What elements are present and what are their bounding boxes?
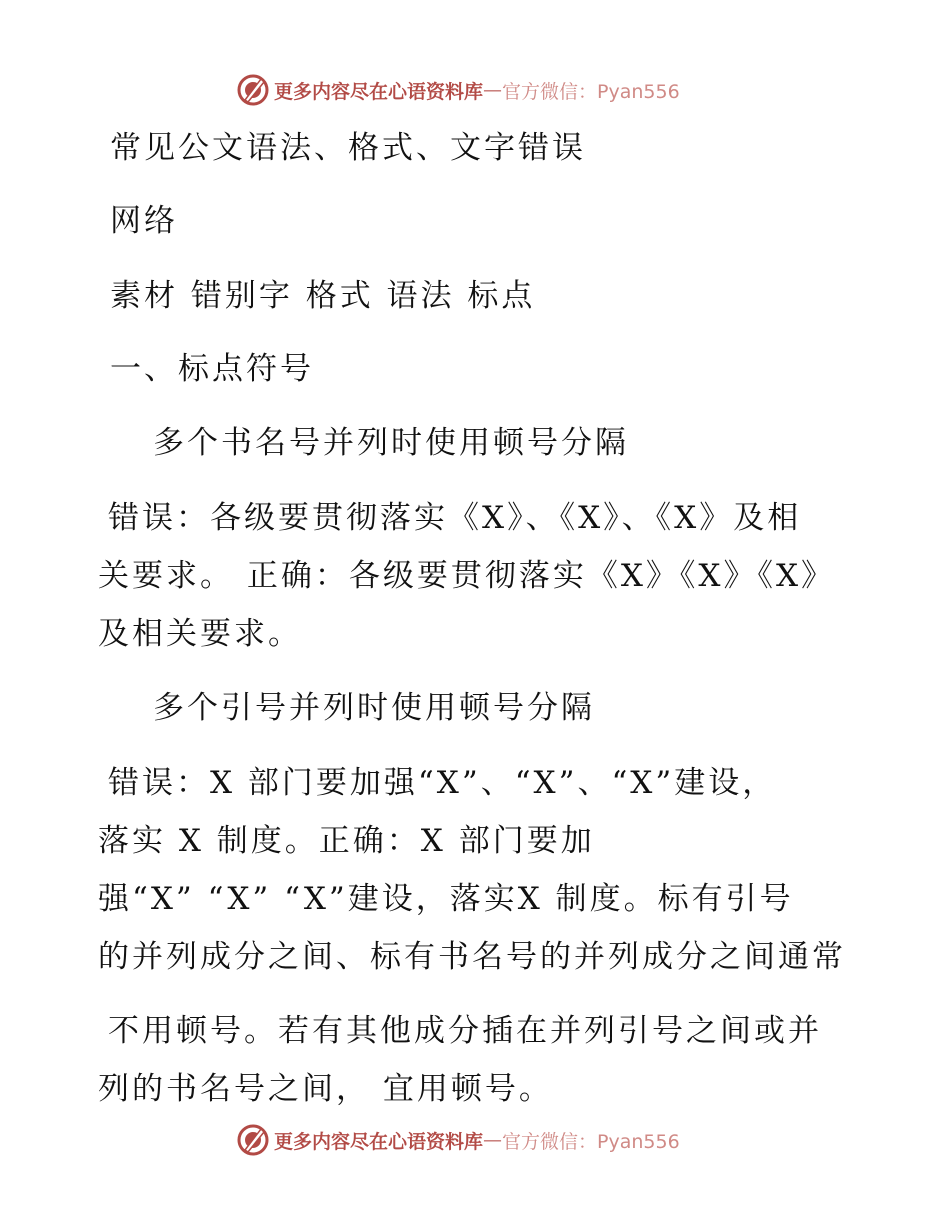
section-heading: 一、标点符号 bbox=[110, 351, 314, 387]
paragraph-line: 及相关要求。 bbox=[98, 616, 302, 652]
paragraph-line: 错误：X 部门要加强“X”、“X”、“X”建设， bbox=[108, 765, 777, 801]
paragraph-line: 的并列成分之间、标有书名号的并列成分之间通常 bbox=[98, 939, 846, 975]
watermark-account: 官方微信：Pyan556 bbox=[502, 1130, 680, 1153]
paragraph-line: 关要求。 正确：各级要贯彻落实《X》《X》《X》 bbox=[98, 558, 836, 594]
watermark-banner-top bbox=[236, 73, 680, 107]
document-source: 网络 bbox=[110, 203, 178, 239]
paragraph-line: 不用顿号。若有其他成分插在并列引号之间或并 bbox=[108, 1013, 822, 1049]
document-title: 常见公文语法、格式、文字错误 bbox=[110, 130, 586, 166]
watermark-banner-bottom bbox=[236, 1123, 680, 1157]
watermark-dash: — bbox=[483, 1129, 503, 1151]
watermark-text: 更多内容尽在心语资料库 bbox=[274, 1130, 484, 1153]
quill-logo-icon bbox=[236, 1123, 270, 1157]
watermark-text: 更多内容尽在心语资料库 bbox=[274, 80, 484, 103]
watermark-account: 官方微信：Pyan556 bbox=[502, 80, 680, 103]
paragraph-line: 错误：各级要贯彻落实《X》、《X》、《X》及相 bbox=[108, 500, 802, 536]
rule-title: 多个书名号并列时使用顿号分隔 bbox=[153, 425, 629, 461]
paragraph-line: 强“X” “X” “X”建设，落实X 制度。标有引号 bbox=[98, 881, 794, 917]
quill-logo-icon bbox=[236, 73, 270, 107]
document-tags: 素材 错别字 格式 语法 标点 bbox=[110, 278, 536, 314]
paragraph-line: 列的书名号之间， 宜用顿号。 bbox=[98, 1071, 553, 1107]
paragraph-line: 落实 X 制度。正确：X 部门要加 bbox=[98, 823, 595, 859]
rule-title: 多个引号并列时使用顿号分隔 bbox=[153, 690, 595, 726]
watermark-dash: — bbox=[483, 79, 503, 101]
